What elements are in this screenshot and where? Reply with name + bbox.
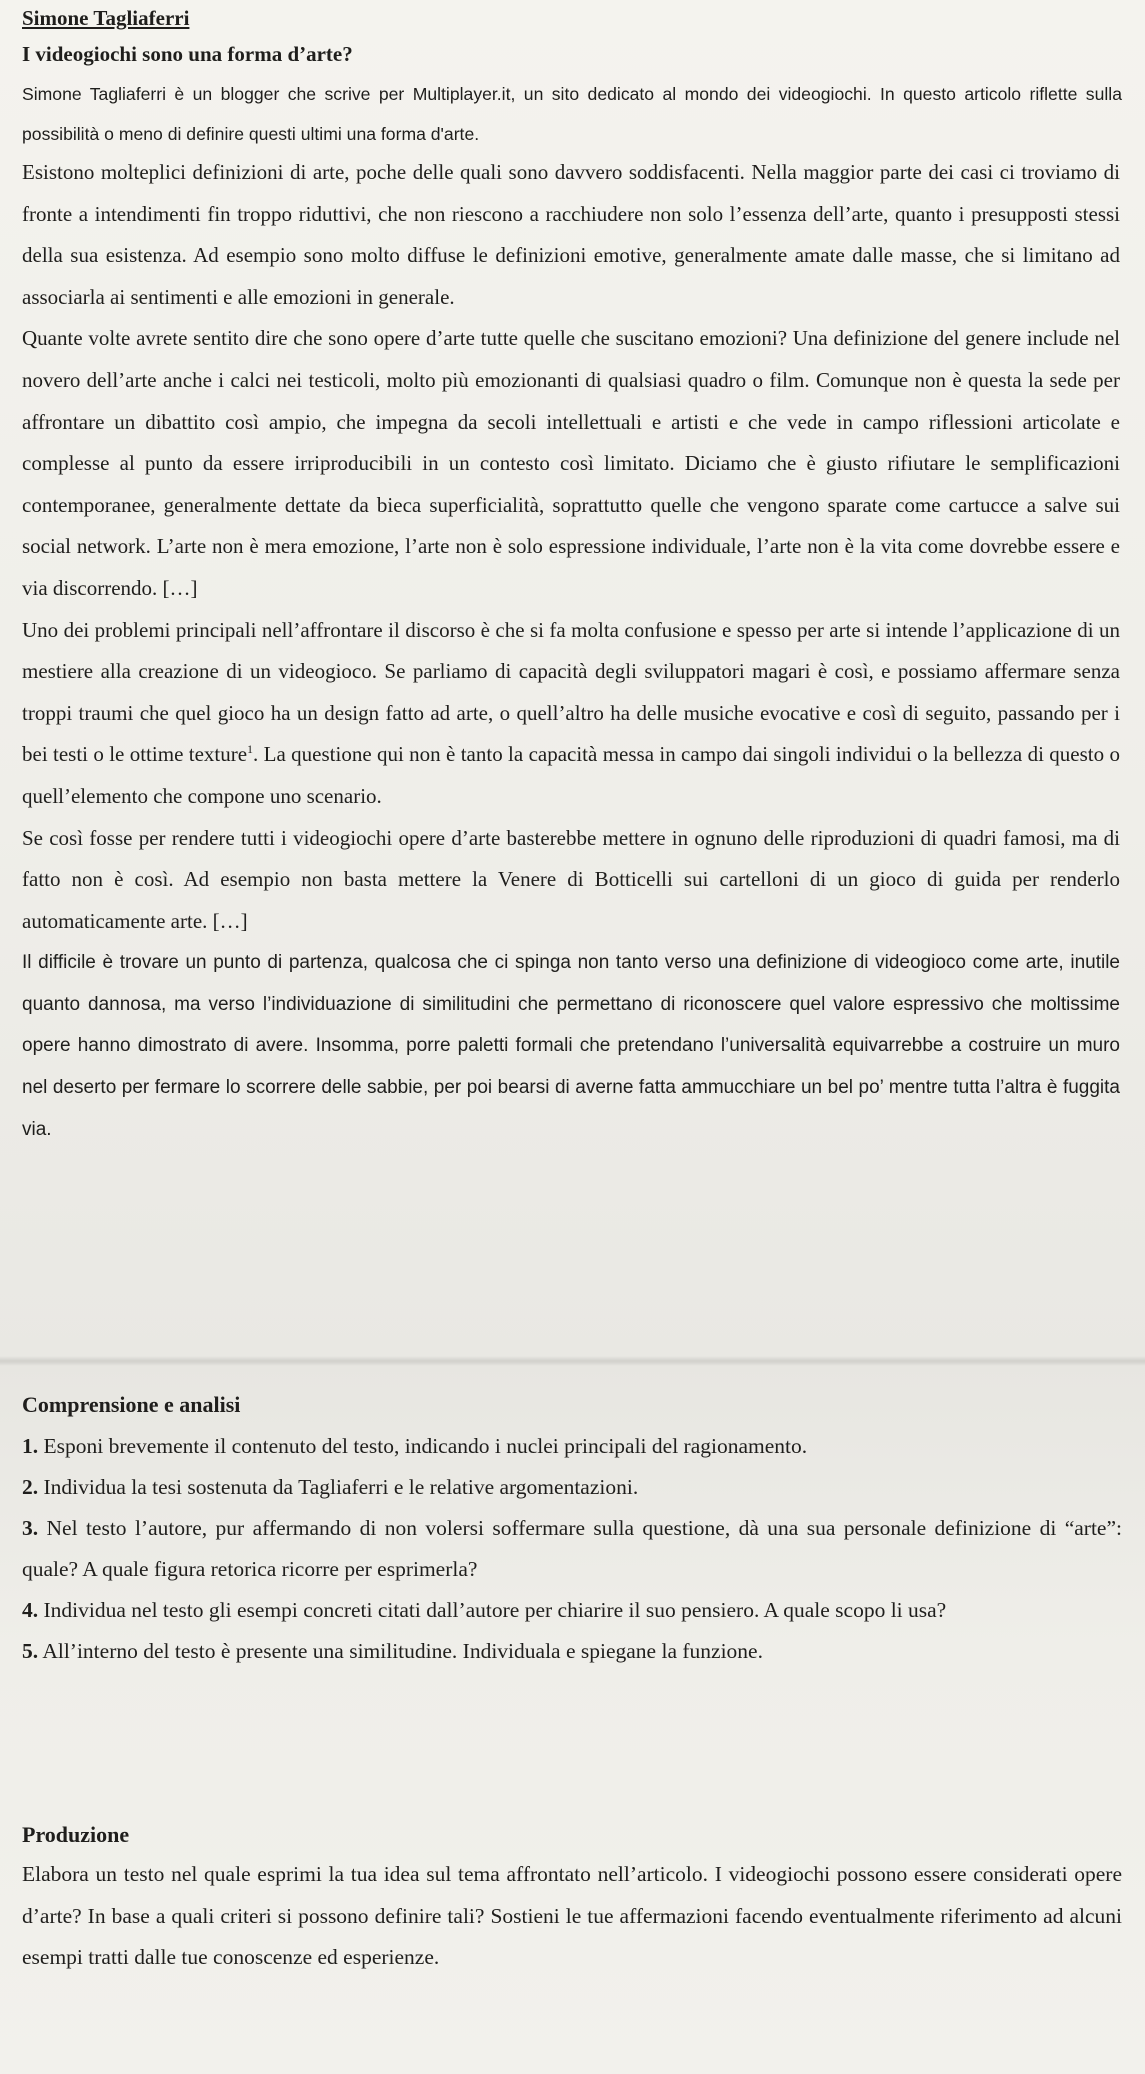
- question-text: Nel testo l’autore, pur affermando di non volersi soffermare sulla questione, dà una sua personale definizione di “arte”: quale? A quale figura retorica ricorre per esprimerla?: [22, 1516, 1122, 1581]
- section-title: Produzione: [22, 1822, 130, 1847]
- question-item: [22, 1590, 1122, 1631]
- question-text: Individua nel testo gli esempi concreti citati dall’autore per chiarire il suo pensiero. A quale scopo li usa?: [43, 1598, 947, 1622]
- paragraph-text: . La questione qui non è tanto la capacità messa in campo dai singoli individui o la bellezza di questo o quell’elemento che compone uno scenario.: [22, 742, 1120, 808]
- question-number: 4.: [22, 1598, 39, 1622]
- question-item: [22, 1631, 1122, 1672]
- question-number: 2.: [22, 1475, 39, 1499]
- article-intro: Simone Tagliaferri è un blogger che scrive per Multiplayer.it, un sito dedicato al mondo dei videogiochi. In questo articolo riflette sulla possibilità o meno di definire questi ultimi una forma d'arte.: [22, 84, 1122, 144]
- article-paragraph: Esistono molteplici definizioni di arte, poche delle quali sono davvero soddisfacenti. Nella maggior parte dei casi ci troviamo di fronte a intendimenti fin troppo riduttivi, che non riescono a racchiudere non solo l’essenza dell’arte, quanto i presupposti stessi della sua esistenza. Ad esempio sono molto diffuse le definizioni emotive, generalmente amate dalle masse, che si limitano ad associarla ai sentimenti e alle emozioni in generale.: [22, 160, 1120, 309]
- article-paragraph: Il difficile è trovare un punto di partenza, qualcosa che ci spinga non tanto verso una definizione di videogioco come arte, inutile quanto dannosa, ma verso l’individuazione di similitudini che permettano di riconoscere quel valore espressivo che moltissime opere hanno dimostrato di avere. Insomma, porre paletti formali che pretendano l’universalità equivarrebbe a costruire un muro nel deserto per fermare lo scorrere delle sabbie, per poi bearsi di averne fatta ammucchiare un bel po’ mentre tutta l’altra è fuggita via.: [22, 952, 1120, 1140]
- question-text: Individua la tesi sostenuta da Tagliaferri e le relative argomentazioni.: [43, 1475, 639, 1499]
- question-text: All’interno del testo è presente una similitudine. Individuala e spiegane la funzione.: [42, 1639, 763, 1663]
- produzione-section: [22, 1822, 1122, 1979]
- produzione-text: Elabora un testo nel quale esprimi la tua idea sul tema affrontato nell’articolo. I videogiochi possono essere considerati opere d’arte? In base a quali criteri si possono definire tali? Sostieni le tue affermazioni facendo eventualmente riferimento ad alcuni esempi tratti dalle tue conoscenze ed esperienze.: [22, 1862, 1122, 1969]
- question-list: [22, 1426, 1122, 1672]
- paragraph-text: Uno dei problemi principali nell’affrontare il discorso è che si fa molta confusione e spesso per arte si intende l’applicazione di un mestiere alla creazione di un videogioco. Se parliamo di capacità degli sviluppatori magari è così, e possiamo affermare senza troppi traumi che quel gioco ha un design fatto ad arte, o quell’altro ha delle musiche evocative e così di seguito, passando per i bei testi o le ottime texture: [22, 617, 1120, 767]
- article-title: I videogiochi sono una forma d’arte?: [22, 42, 353, 66]
- article-paragraph: [22, 610, 1120, 818]
- section-title: Comprensione e analisi: [22, 1392, 241, 1417]
- question-number: 3.: [22, 1516, 39, 1540]
- footnote-marker: 1: [247, 742, 254, 757]
- article-body: [22, 152, 1120, 1150]
- question-number: 5.: [22, 1639, 39, 1663]
- question-item: [22, 1508, 1122, 1590]
- article-author: Simone Tagliaferri: [22, 6, 190, 30]
- article-paragraph: Quante volte avrete sentito dire che sono opere d’arte tutte quelle che suscitano emozioni? Una definizione del genere include nel novero dell’arte anche i calci nei testicoli, molto più emozionanti di qualsiasi quadro o film. Comunque non è questa la sede per affrontare un dibattito così ampio, che impegna da secoli intellettuali e artisti e che vede in campo riflessioni articolate e complesse al punto da essere irriproducibili in un contesto così limitato. Diciamo che è giusto rifiutare le semplificazioni contemporanee, generalmente dettate da bieca superficialità, soprattutto quelle che vengono sparate come cartucce a salve sui social network. L’arte non è mera emozione, l’arte non è solo espressione individuale, l’arte non è la vita come dovrebbe essere e via discorrendo. […]: [22, 326, 1120, 600]
- question-text: Esponi brevemente il contenuto del testo, indicando i nuclei principali del ragionamento.: [43, 1434, 808, 1458]
- article-paragraph: Se così fosse per rendere tutti i videogiochi opere d’arte basterebbe mettere in ognuno delle riproduzioni di quadri famosi, ma di fatto non è così. Ad esempio non basta mettere la Venere di Botticelli sui cartelloni di un gioco di guida per renderlo automaticamente arte. […]: [22, 825, 1120, 933]
- question-number: 1.: [22, 1434, 39, 1458]
- question-item: [22, 1426, 1122, 1467]
- question-item: [22, 1467, 1122, 1508]
- page-fold: [0, 1356, 1145, 1366]
- comprensione-section: [22, 1392, 1122, 1672]
